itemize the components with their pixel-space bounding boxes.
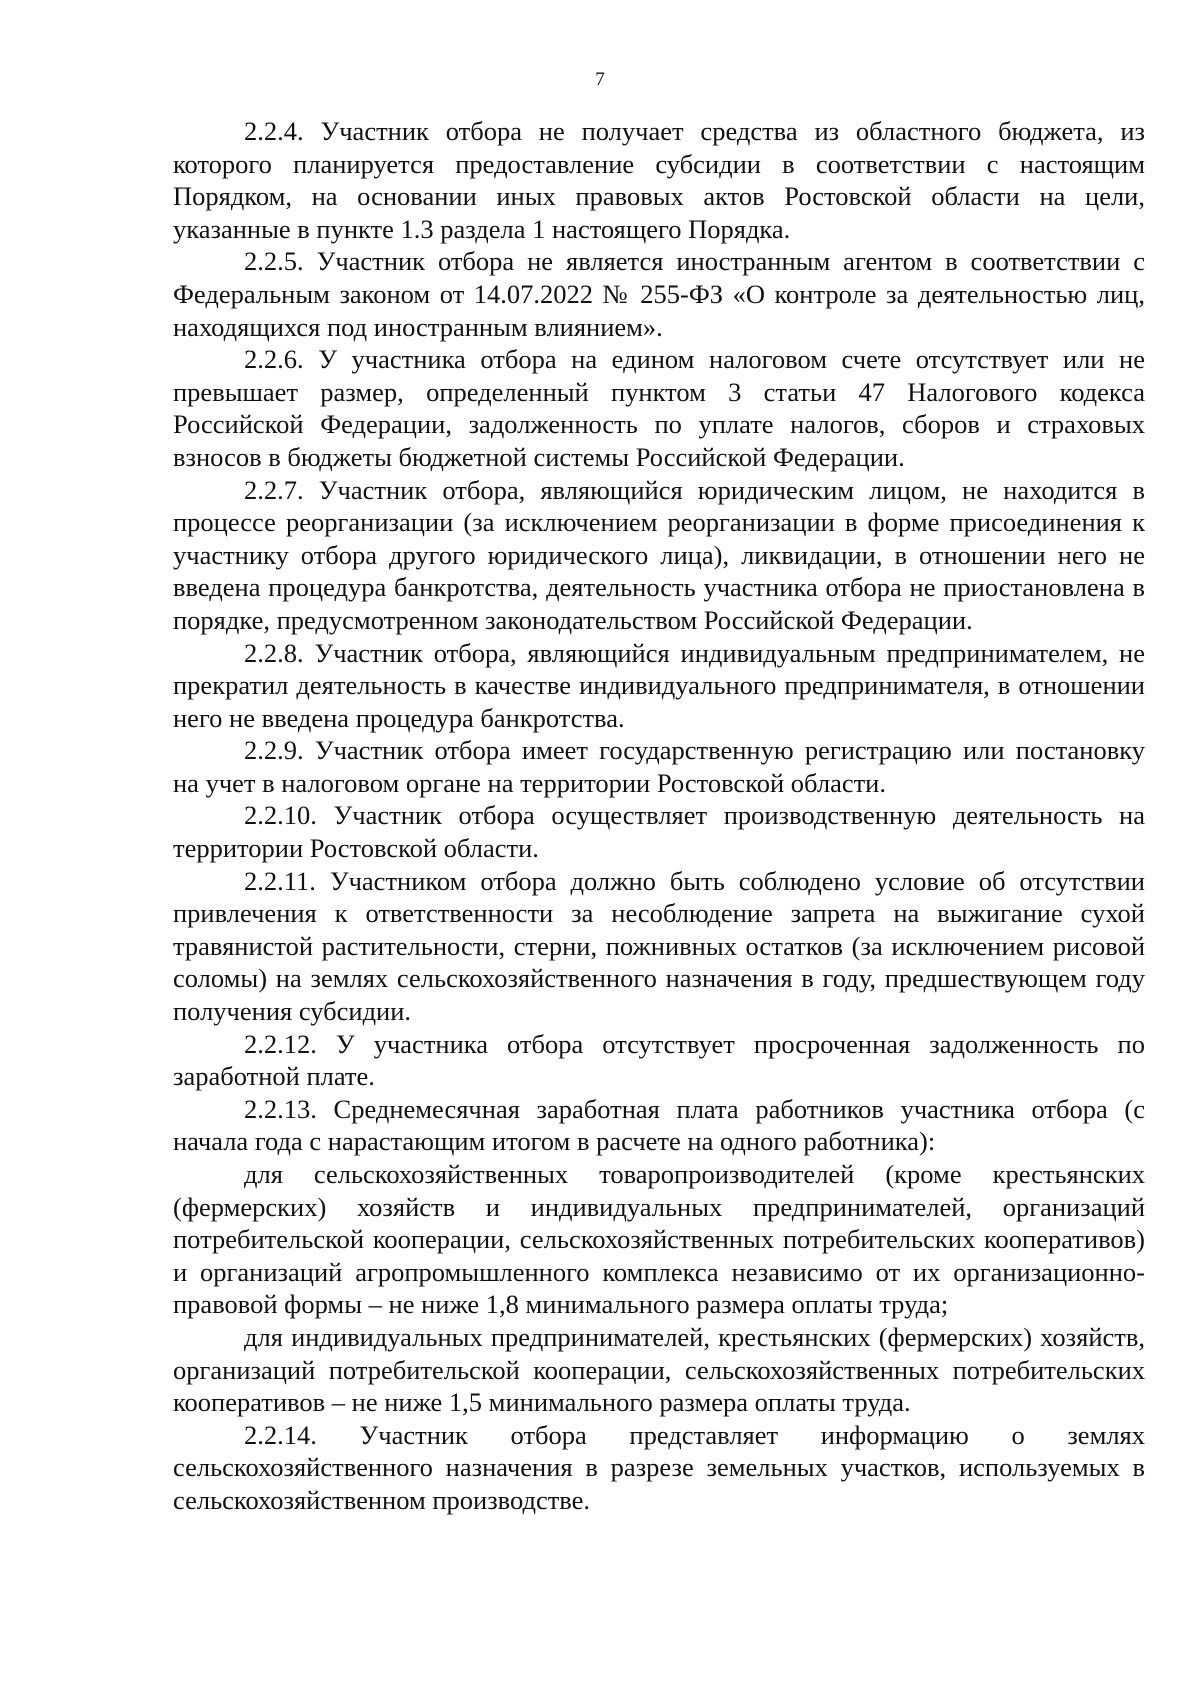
- page-number: 7: [595, 69, 605, 90]
- paragraph-2-2-13-item-1: для сельскохозяйственных товаропроизводителей (кроме крестьянских (фермерских) хозяйств и индивидуальных предпринимателей, организаций потребительской кооперации, сельскохозяйственных потребительских кооперативов) и организаций агропромышленного комплекса независимо от их организационно-правовой формы – не ниже 1,8 минимального размера оплаты труда;: [173, 1159, 1145, 1320]
- paragraph-2-2-9: 2.2.9. Участник отбора имеет государственную регистрацию или постановку на учет в налоговом органе на территории Ростовской области.: [173, 735, 1145, 798]
- paragraph-2-2-5: 2.2.5. Участник отбора не является иностранным агентом в соответствии с Федеральным законом от 14.07.2022 № 255-ФЗ «О контроле за деятельностью лиц, находящихся под иностранным влиянием».: [173, 246, 1145, 342]
- paragraph-2-2-8: 2.2.8. Участник отбора, являющийся индивидуальным предпринимателем, не прекратил деятельность в качестве индивидуального предпринимателя, в отношении него не введена процедура банкротства.: [173, 637, 1145, 733]
- paragraph-2-2-11: 2.2.11. Участником отбора должно быть соблюдено условие об отсутствии привлечения к ответственности за несоблюдение запрета на выжигание сухой травянистой растительности, стерни, пожнивных остатков (за исключением рисовой соломы) на землях сельскохозяйственного назначения в году, предшествующем году получения субсидии.: [173, 865, 1145, 1027]
- document-body: [173, 115, 1145, 1517]
- paragraph-2-2-14: 2.2.14. Участник отбора представляет информацию о землях сельскохозяйственного назначения в разрезе земельных участков, используемых в сельскохозяйственном производстве.: [173, 1419, 1145, 1515]
- paragraph-2-2-10: 2.2.10. Участник отбора осуществляет производственную деятельность на территории Ростовской области.: [173, 800, 1145, 864]
- paragraph-2-2-4: 2.2.4. Участник отбора не получает средства из областного бюджета, из которого планируется предоставление субсидии в соответствии с настоящим Порядком, на основании иных правовых актов Ростовской области на цели, указанные в пункте 1.3 раздела 1 настоящего Порядка.: [173, 116, 1145, 244]
- paragraph-2-2-7: 2.2.7. Участник отбора, являющийся юридическим лицом, не находится в процессе реорганизации (за исключением реорганизации в форме присоединения к участнику отбора другого юридического лица), ликвидации, в отношении него не введена процедура банкротства, деятельность участника отбора не приостановлена в порядке, предусмотренном законодательством Российской Федерации.: [173, 474, 1145, 635]
- paragraph-2-2-13-item-2: для индивидуальных предпринимателей, крестьянских (фермерских) хозяйств, организаций потребительской кооперации, сельскохозяйственных потребительских кооперативов – не ниже 1,5 минимального размера оплаты труда.: [173, 1321, 1145, 1418]
- paragraph-2-2-13: 2.2.13. Среднемесячная заработная плата работников участника отбора (с начала года с нарастающим итогом в расчете на одного работника):: [173, 1093, 1145, 1157]
- paragraph-2-2-6: 2.2.6. У участника отбора на едином налоговом счете отсутствует или не превышает размер, определенный пунктом 3 статьи 47 Налогового кодекса Российской Федерации, задолженность по уплате налогов, сборов и страховых взносов в бюджеты бюджетной системы Российской Федерации.: [173, 344, 1145, 472]
- paragraph-2-2-12: 2.2.12. У участника отбора отсутствует просроченная задолженность по заработной плате.: [173, 1028, 1145, 1092]
